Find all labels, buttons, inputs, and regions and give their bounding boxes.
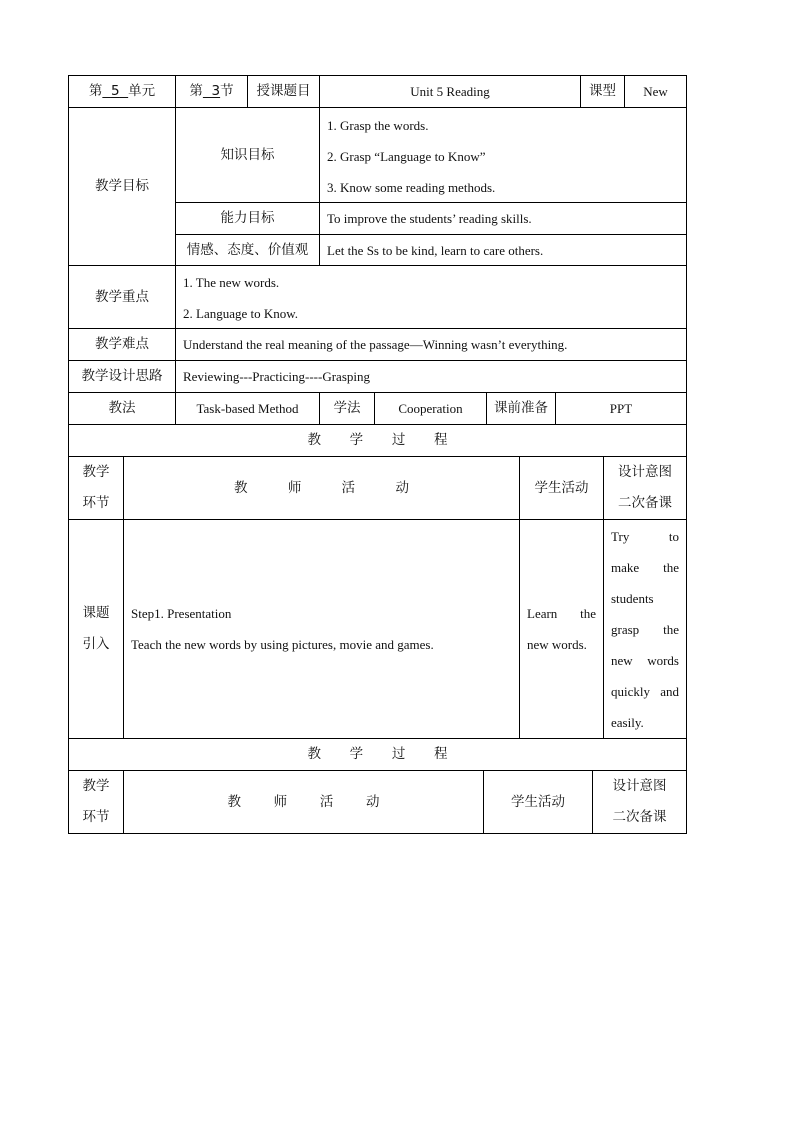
teacher-header-char: 教	[227, 793, 241, 810]
stage-header-line: 环节	[82, 809, 110, 825]
design-header-line: 设计意图	[618, 464, 672, 480]
design-word: the	[663, 621, 679, 637]
process-title-char: 教	[307, 432, 321, 448]
teaching-method-label: 教法	[68, 392, 176, 425]
knowledge-items	[319, 107, 687, 203]
design-line	[611, 676, 679, 707]
learning-method-value: Cooperation	[374, 392, 487, 425]
design-line	[611, 521, 679, 552]
key-point-item: 1. The new words.	[183, 275, 280, 290]
teacher-header-char: 动	[395, 479, 409, 496]
learning-method-label: 学法	[319, 392, 375, 425]
teacher-activity-header-2	[123, 770, 484, 834]
difficulty-value: Understand the real meaning of the passage—Winning wasn’t everything.	[175, 328, 687, 361]
type-value: New	[624, 75, 687, 108]
topic-value: Unit 5 Reading	[319, 75, 581, 108]
design-word: new	[611, 652, 633, 668]
knowledge-label: 知识目标	[175, 107, 320, 203]
student-line	[527, 629, 596, 660]
process-title-char: 教	[307, 746, 321, 762]
knowledge-item: 2. Grasp “Language to Know”	[327, 149, 486, 164]
teacher-header-char: 师	[287, 479, 302, 496]
teacher-activity-line: Step1. Presentation	[131, 606, 232, 621]
design-intent-header	[603, 456, 687, 520]
key-point-item: 2. Language to Know.	[183, 306, 299, 321]
student-activity-header: 学生活动	[519, 456, 604, 520]
stage-header-line: 教学	[82, 778, 110, 794]
stage-header	[68, 456, 124, 520]
teacher-header-char: 教	[234, 479, 248, 496]
process-title-char: 学	[349, 746, 364, 762]
teacher-header-char: 师	[273, 793, 288, 810]
teacher-header-char: 活	[319, 793, 334, 810]
stage-line: 课题	[82, 605, 110, 621]
prep-label: 课前准备	[486, 392, 556, 425]
process-title-char: 程	[433, 746, 448, 762]
design-word: easily.	[611, 714, 644, 730]
design-line	[611, 552, 679, 583]
process-title	[68, 424, 687, 457]
unit-suffix: 单元	[128, 83, 156, 99]
key-points-items	[175, 265, 687, 329]
design-line	[611, 583, 679, 614]
student-line	[527, 598, 596, 629]
ability-label: 能力目标	[175, 202, 320, 235]
emotion-label: 情感、态度、价值观	[175, 234, 320, 266]
design-intent-header-2	[592, 770, 687, 834]
student-word: new words.	[527, 637, 587, 652]
design-word: students	[611, 590, 654, 606]
unit-prefix: 第	[88, 83, 103, 99]
section-number: 3	[211, 83, 221, 99]
stage-header-line: 教学	[82, 464, 110, 480]
topic-label: 授课题目	[247, 75, 320, 108]
teacher-activity-header	[123, 456, 520, 520]
process-title-char: 过	[391, 746, 406, 762]
type-label: 课型	[580, 75, 625, 108]
teaching-method-value: Task-based Method	[175, 392, 320, 425]
design-header-line: 二次备课	[618, 495, 672, 511]
design-header-line: 二次备课	[612, 809, 667, 825]
knowledge-item: 1. Grasp the words.	[327, 118, 429, 133]
goals-label: 教学目标	[68, 107, 176, 266]
ability-value: To improve the students’ reading skills.	[319, 202, 687, 235]
design-label: 教学设计思路	[68, 360, 176, 393]
process-title-char: 过	[391, 432, 406, 448]
student-word: Learn	[527, 606, 558, 621]
design-word: grasp	[611, 621, 640, 637]
prep-value: PPT	[555, 392, 687, 425]
student-activity-cell	[519, 519, 604, 739]
unit-cell	[68, 75, 176, 108]
teacher-activity-cell	[123, 519, 520, 739]
emotion-value: Let the Ss to be kind, learn to care others.	[319, 234, 687, 266]
design-word: and	[660, 683, 679, 699]
stage-cell	[68, 519, 124, 739]
design-line	[611, 614, 679, 645]
student-activity-header-2: 学生活动	[483, 770, 593, 834]
key-points-label: 教学重点	[68, 265, 176, 329]
section-cell	[175, 75, 248, 108]
difficulty-label: 教学难点	[68, 328, 176, 361]
teacher-header-char: 动	[365, 793, 380, 810]
design-word: make	[611, 559, 640, 575]
design-header-line: 设计意图	[612, 778, 667, 794]
process-title-char: 程	[433, 432, 448, 448]
knowledge-item: 3. Know some reading methods.	[327, 180, 496, 195]
design-line	[611, 707, 679, 738]
section-suffix: 节	[220, 83, 234, 99]
stage-line: 引入	[82, 636, 110, 652]
design-word: the	[663, 559, 679, 575]
design-value: Reviewing---Practicing----Grasping	[175, 360, 687, 393]
design-word: Try	[611, 528, 630, 544]
teacher-header-char: 活	[341, 479, 356, 496]
stage-header-line: 环节	[82, 495, 110, 511]
process-title-char: 学	[349, 432, 364, 448]
design-word: to	[668, 528, 679, 544]
process-title-2	[68, 738, 687, 771]
teacher-activity-line: Teach the new words by using pictures, movie and games.	[131, 637, 434, 652]
stage-header-2	[68, 770, 124, 834]
design-word: quickly	[611, 683, 650, 699]
unit-number: 5	[110, 83, 120, 99]
design-line	[611, 645, 679, 676]
design-word: words	[647, 652, 679, 668]
section-prefix: 第	[189, 83, 203, 99]
student-word: the	[580, 606, 596, 621]
design-intent-cell	[603, 519, 687, 739]
